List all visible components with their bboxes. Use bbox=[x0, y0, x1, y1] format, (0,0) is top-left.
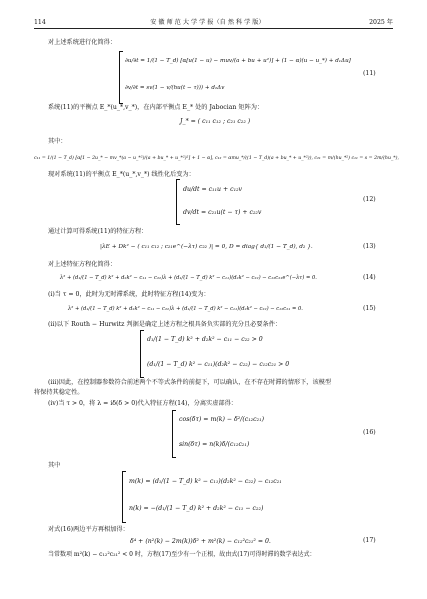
text-line: 对上述特征方程化简得： bbox=[48, 261, 117, 268]
text-line: 将保持其稳定性。 bbox=[34, 389, 84, 396]
equation-number: (12) bbox=[363, 196, 376, 203]
equation-number: (15) bbox=[363, 305, 376, 312]
n-k-definition: n(k) = −(d₁/(1 − T_d) k² + d₂k² − c₁₁ − c₂₂) bbox=[129, 505, 264, 512]
text-line: (ⅲ)因此，在控制器参数符合前述两个不等式条件的前提下，可以确认，在不存在时滞的情形下，该模型 bbox=[48, 379, 332, 386]
text-line: 其中： bbox=[48, 138, 67, 145]
equation-number: (13) bbox=[363, 243, 376, 250]
page-number: 114 bbox=[34, 19, 46, 26]
system-brace bbox=[172, 410, 176, 458]
text-line: (ⅳ)当 τ > 0，将 λ = iδ(δ > 0)代入特征方程(14)，分离实虚部得： bbox=[48, 400, 237, 407]
text-line: 对上述系统进行化简得： bbox=[48, 39, 117, 46]
m-k-definition: m(k) = (d₁/(1 − T_d) k² − c₁₁)(d₂k² − c₂₂) − c₁₂c₂₁ bbox=[129, 478, 282, 485]
equation-number: (16) bbox=[363, 429, 376, 436]
system-brace bbox=[119, 51, 123, 104]
equation-number: (14) bbox=[363, 274, 376, 281]
equation-12a: du/dt = c₁₁u + c₁₂v bbox=[183, 186, 243, 193]
year: 2025 年 bbox=[369, 19, 393, 26]
text-line: 当常数项 m²(k) − c₁₂²c₂₁² < 0 时，方程(17)至少有一个正根，故由式(17)可得时滞的数学表达式： bbox=[48, 551, 316, 558]
equation-number: (11) bbox=[363, 70, 376, 77]
equation-15: λ² + (d₁/(1 − T_d) k² + d₂k² − c₁₁ − c₂₂)λ + (d₁/(1 − T_d) k² − c₁₁)(d₂k² − c₂₂) − c₁₂c₂₁ = 0. bbox=[68, 306, 303, 312]
condition-1: d₁/(1 − T_d) k² + d₂k² − c₁₁ − c₂₂ > 0 bbox=[147, 336, 263, 343]
equation-11b: ∂v/∂t = sv(1 − v/(hu(t − τ))) + d₂Δv bbox=[125, 85, 225, 91]
equation-12b: dv/dt = c₂₁u(t − τ) + c₂₂v bbox=[183, 209, 262, 216]
equation-16b: sin(δτ) = n(k)δ/(c₁₂c₂₁) bbox=[179, 441, 250, 448]
text-line: 通过计算可得系统(11)的特征方程： bbox=[48, 228, 148, 235]
system-brace bbox=[176, 179, 180, 225]
equation-number: (17) bbox=[363, 537, 376, 544]
condition-2: (d₁/(1 − T_d) k² − c₁₁)(d₂k² − c₂₂) − c₁₂c₂₁ > 0 bbox=[147, 361, 290, 368]
journal-title: 安 徽 师 范 大 学 学 报（自 然 科 学 版） bbox=[150, 19, 265, 26]
characteristic-equation: |λE + Dk² − ( c₁₁ c₁₂ ; c₂₁e^(−λτ) c₂₂ )| = 0, D = diag{ d₁/(1 − T_d), d₂ }. bbox=[100, 244, 313, 250]
text-line: 对式(16)两边平方再相加得： bbox=[48, 526, 129, 533]
equation-16a: cos(δτ) = m(k) − δ²/(c₁₂c₂₁) bbox=[179, 416, 264, 423]
text-line: (ⅱ)以下 Routh − Hurwitz 判据是确定上述方程之根具备负实部的充分且必要条件： bbox=[48, 321, 282, 328]
jacobian-matrix: J_* = ( c₁₁ c₁₂ ; c₂₁ c₂₂ ) bbox=[180, 118, 251, 125]
running-header bbox=[34, 14, 393, 29]
definition-brace bbox=[122, 471, 126, 523]
text-line: 其中 bbox=[48, 462, 61, 469]
text-line: (ⅰ)当 τ = 0，此时为无时滞系统，此时特征方程(14)变为： bbox=[48, 291, 210, 298]
coefficient-definitions: c₁₁ = 1/(1 − T_d) [α[1 − 2u_* − mv_*(a − u_*²)/(a + bu_* + u_*²)²] + 1 − α], c₁₂ = αmu_*/((1 − T_d)(a + bu_* + u_*²)), c₂₁ = m/(hu_*²) c₁₁ = s = 2m/(hu_*), bbox=[34, 156, 399, 161]
text-line: 系统(11)的平衡点 E_*(u_*,v_*)，在内部平衡点 E_* 处的 Jabocian 矩阵为： bbox=[48, 104, 264, 111]
equation-11a: ∂u/∂t = 1/(1 − T_d) [α[u(1 − u) − muv/(a + bu + u²)] + (1 − α)(u − u_*) + d₁Δu] bbox=[125, 58, 351, 64]
text-line: 现对系统(11)的平衡点 E_*(u_*,v_*) 线性化后变为： bbox=[48, 171, 195, 178]
equation-17: δ⁴ + (n²(k) − 2m(k))δ² + m²(k) − c₁₂²c₂₁² = 0. bbox=[130, 538, 271, 545]
condition-brace bbox=[140, 330, 144, 378]
equation-14: λ² + (d₁/(1 − T_d) k² + d₂k² − c₁₁ − c₂₂)λ + (d₁/(1 − T_d) k² − c₁₁)(d₂k² − c₂₂) − c₁₂c₂₁e^(−λτ) = 0. bbox=[60, 275, 317, 281]
